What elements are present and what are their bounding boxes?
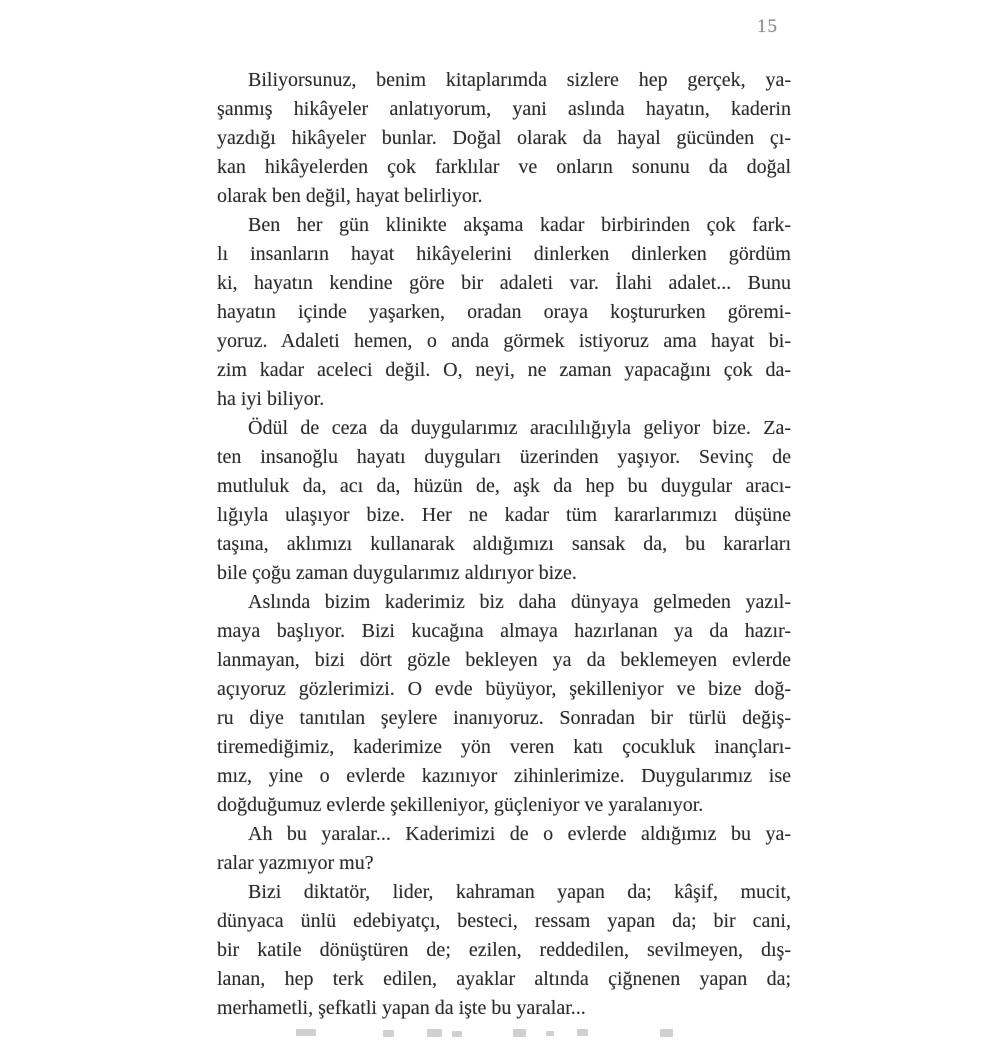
text-line: Bizi diktatör, lider, kahraman yapan da; kâşif, mucit, bbox=[248, 881, 791, 903]
page-number: 15 bbox=[757, 16, 778, 37]
text-line: maya başlıyor. Bizi kucağına almaya hazırlanan ya da hazır- bbox=[217, 620, 791, 642]
text-line: tiremediğimiz, kaderimize yön veren katı çocukluk inançları- bbox=[217, 736, 791, 758]
text-line: zim kadar aceleci değil. O, neyi, ne zaman yapacağını çok da- bbox=[217, 359, 791, 381]
text-line: mutluluk da, acı da, hüzün de, aşk da hep bu duygular aracı- bbox=[217, 475, 791, 497]
text-line: bile çoğu zaman duygularımız aldırıyor bize. bbox=[217, 562, 577, 584]
text-line: dünyaca ünlü edebiyatçı, besteci, ressam yapan da; bir cani, bbox=[217, 910, 791, 932]
paragraph bbox=[217, 878, 791, 1023]
text-line: merhametli, şefkatli yapan da işte bu yaralar... bbox=[217, 997, 586, 1019]
scan-smudge bbox=[383, 1030, 394, 1037]
paragraph bbox=[217, 588, 791, 820]
text-line: lanmayan, bizi dört gözle bekleyen ya da beklemeyen evlerde bbox=[217, 649, 791, 671]
text-line: taşına, aklımızı kullanarak aldığımızı sansak da, bu kararları bbox=[217, 533, 791, 555]
text-line: şanmış hikâyeler anlatıyorum, yani aslında hayatın, kaderin bbox=[217, 98, 791, 120]
text-line: Ah bu yaralar... Kaderimizi de o evlerde aldığımız bu ya- bbox=[248, 823, 791, 845]
scan-smudge bbox=[660, 1029, 673, 1037]
text-line: kan hikâyelerden çok farklılar ve onların sonunu da doğal bbox=[217, 156, 791, 178]
text-line: hayatın içinde yaşarken, oradan oraya koştururken göremi- bbox=[217, 301, 791, 323]
text-line: ten insanoğlu hayatı duyguları üzerinden yaşıyor. Sevinç de bbox=[217, 446, 791, 468]
text-line: bir katile dönüştüren de; ezilen, reddedilen, sevilmeyen, dış- bbox=[217, 939, 791, 961]
scan-smudge bbox=[427, 1029, 442, 1037]
scan-smudge bbox=[577, 1029, 588, 1036]
text-line: Aslında bizim kaderimiz biz daha dünyaya gelmeden yazıl- bbox=[248, 591, 791, 613]
text-line: doğduğumuz evlerde şekilleniyor, güçleniyor ve yaralanıyor. bbox=[217, 794, 704, 816]
text-line: lığıyla ulaşıyor bize. Her ne kadar tüm kararlarımızı düşüne bbox=[217, 504, 791, 526]
scan-smudge bbox=[513, 1029, 526, 1037]
scan-smudge bbox=[296, 1029, 316, 1036]
text-line: yazdığı hikâyeler bunlar. Doğal olarak da hayal gücünden çı- bbox=[217, 127, 791, 149]
paragraph bbox=[217, 211, 791, 414]
scan-smudge bbox=[452, 1031, 462, 1037]
text-line: açıyoruz gözlerimizi. O evde büyüyor, şekilleniyor ve bize doğ- bbox=[217, 678, 791, 700]
text-line: Biliyorsunuz, benim kitaplarımda sizlere hep gerçek, ya- bbox=[248, 69, 791, 91]
text-line: olarak ben değil, hayat belirliyor. bbox=[217, 185, 483, 207]
paragraph bbox=[217, 66, 791, 211]
text-line: Ben her gün klinikte akşama kadar birbirinden çok fark- bbox=[248, 214, 791, 236]
text-line: ki, hayatın kendine göre bir adaleti var. İlahi adalet... Bunu bbox=[217, 272, 791, 294]
text-line: lanan, hep terk edilen, ayaklar altında çiğnenen yapan da; bbox=[217, 968, 791, 990]
text-line: ha iyi biliyor. bbox=[217, 388, 325, 410]
paragraph bbox=[217, 820, 791, 878]
paragraph bbox=[217, 414, 791, 588]
scan-smudge bbox=[546, 1031, 554, 1036]
text-line: ralar yazmıyor mu? bbox=[217, 852, 374, 874]
page-text-block bbox=[217, 66, 791, 1023]
text-line: Ödül de ceza da duygularımız aracılılığıyla geliyor bize. Za- bbox=[248, 417, 791, 439]
text-line: mız, yine o evlerde kazınıyor zihinlerimize. Duygularımız ise bbox=[217, 765, 791, 787]
text-line: yoruz. Adaleti hemen, o anda görmek istiyoruz ama hayat bi- bbox=[217, 330, 791, 352]
text-line: lı insanların hayat hikâyelerini dinlerken dinlerken gördüm bbox=[217, 243, 791, 265]
text-line: ru diye tanıtılan şeylere inanıyoruz. Sonradan bir türlü değiş- bbox=[217, 707, 791, 729]
